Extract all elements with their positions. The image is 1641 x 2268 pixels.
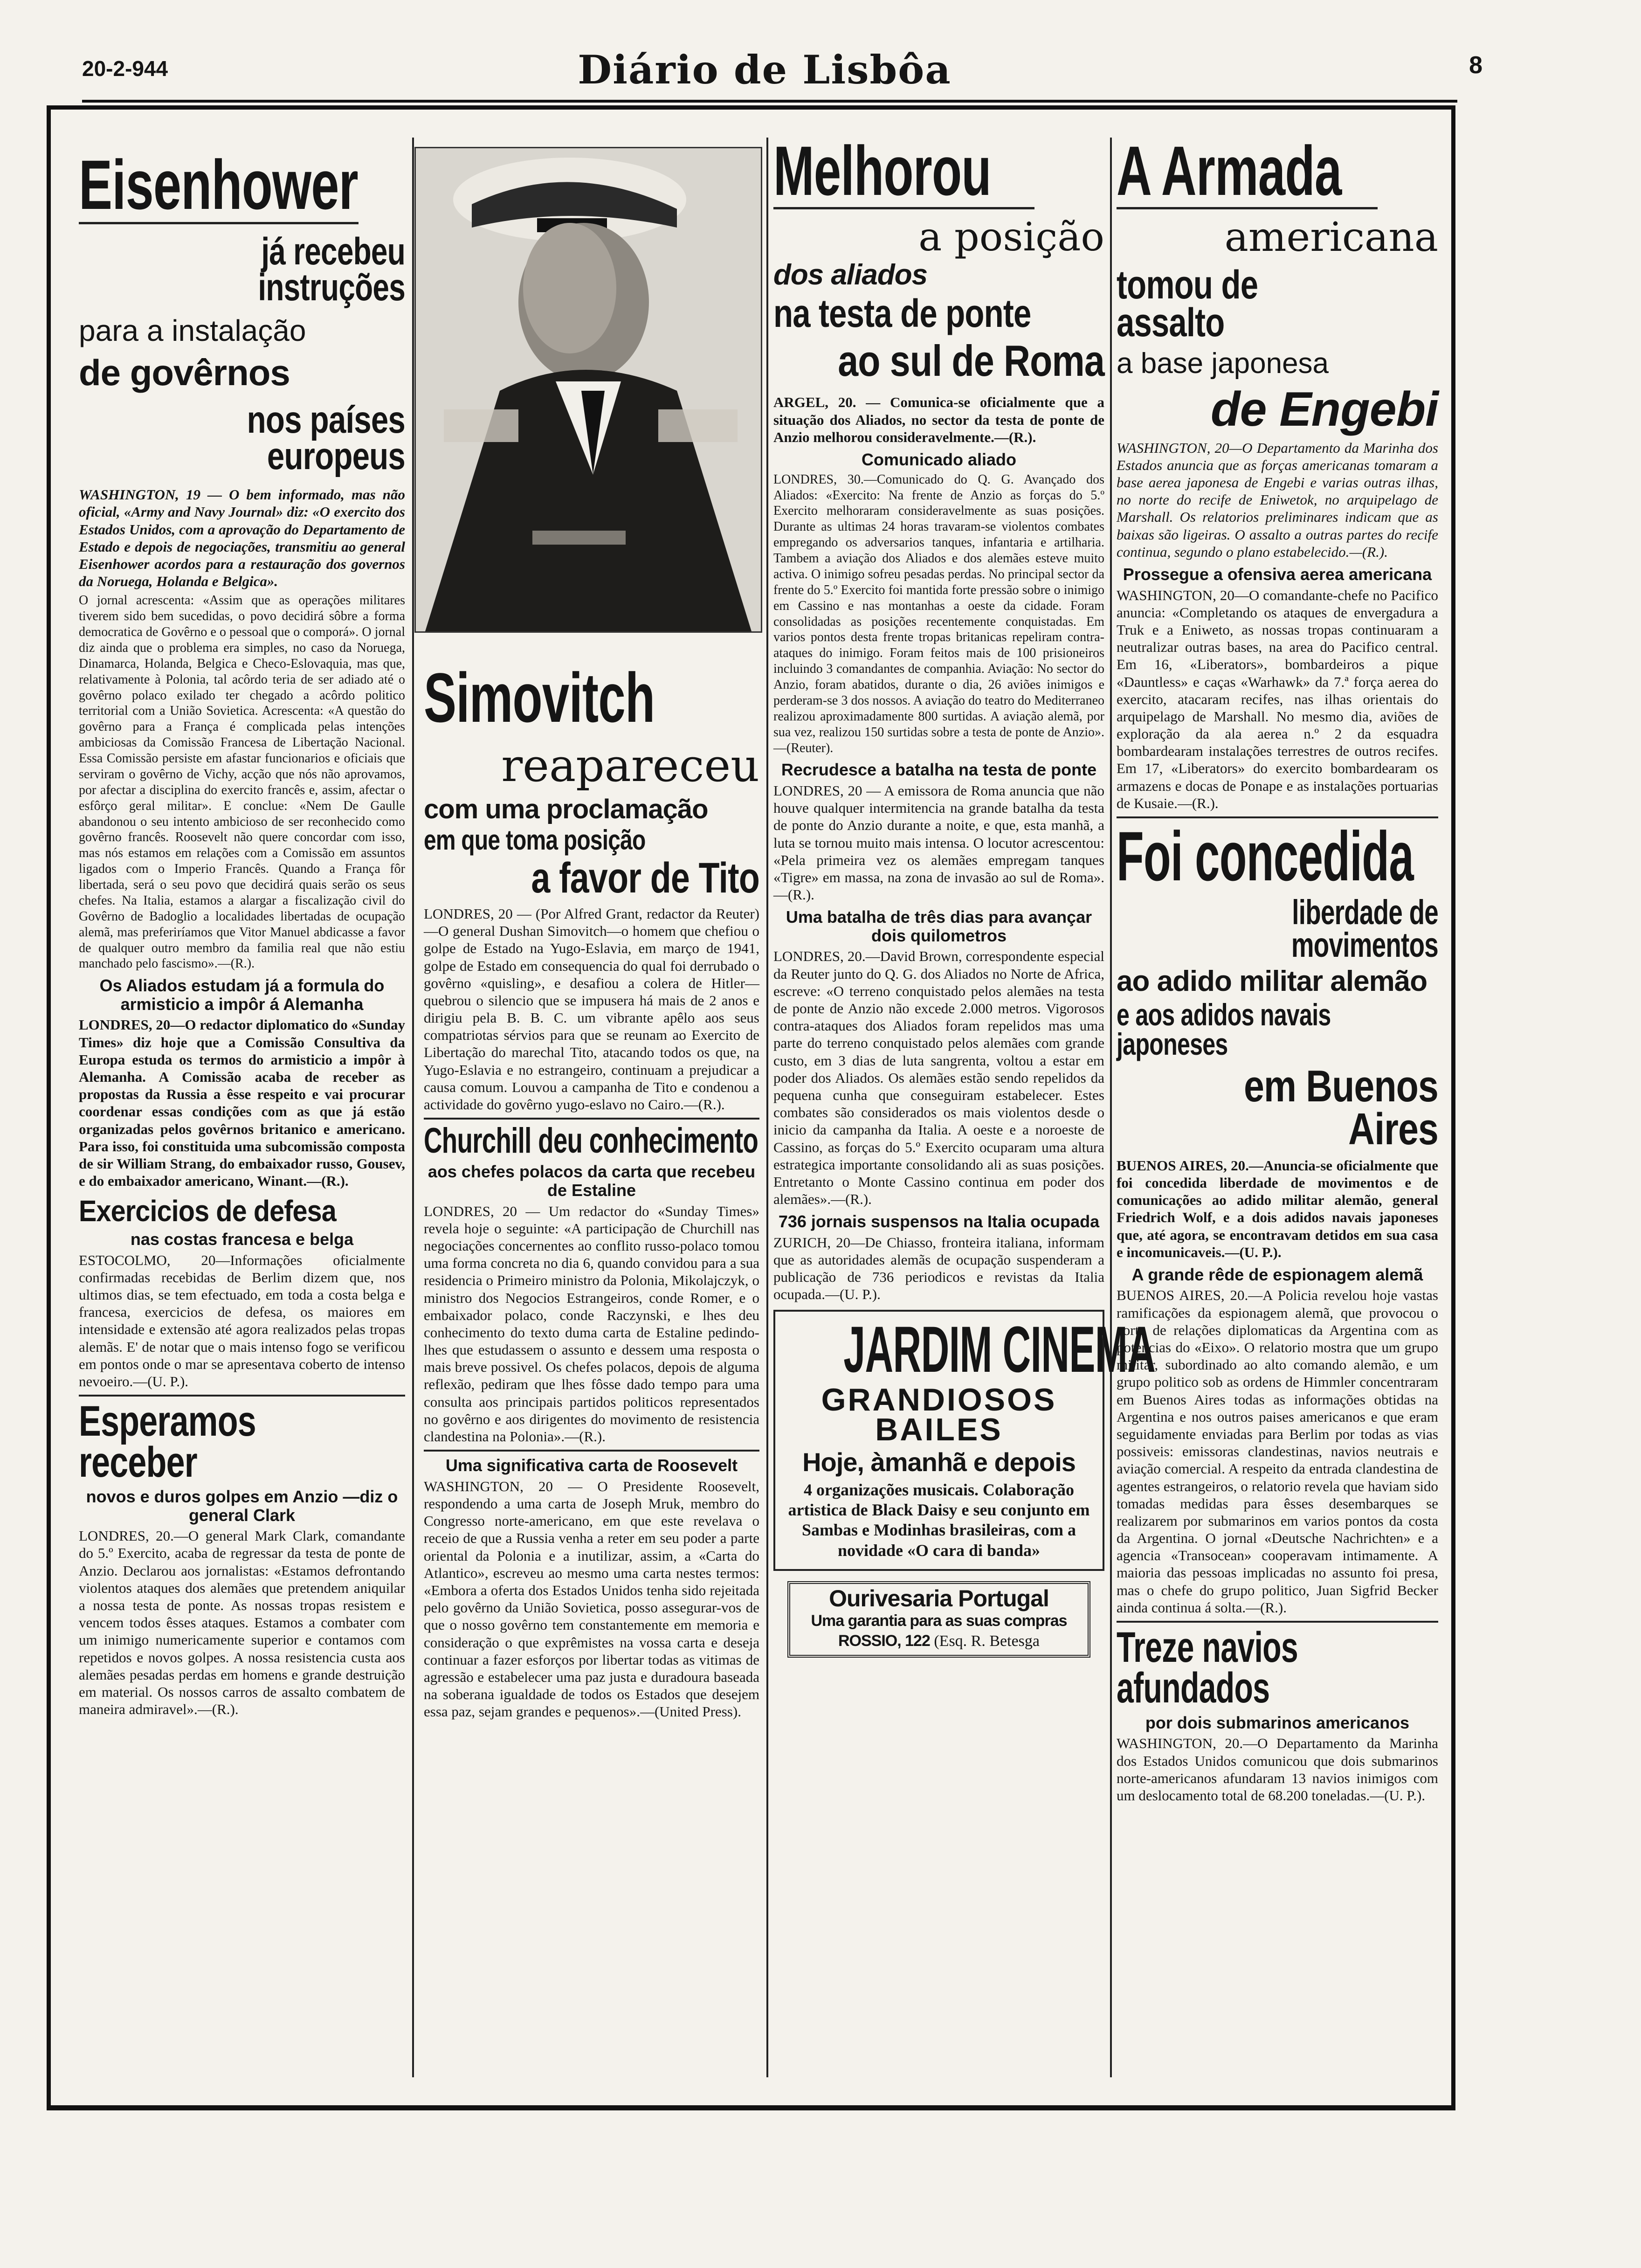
issue-date: 20-2-944 xyxy=(82,56,168,81)
headline-eisenhower: Eisenhower xyxy=(79,145,358,224)
headline-esperamos: Esperamos receber xyxy=(79,1397,256,1486)
column-simovitch xyxy=(424,658,759,1720)
article-body: WASHINGTON, 20—O comandante-chefe no Pacifico anuncia: «Completando os ataques de envergadura a Truk e a Eniweto, as nossas tropas continuaram a neutralizar outras bases, na area do Pacifico central. Em 16, «Liberators», bombardeiros a pique «Dauntless» e caças «Warhawk» da 7.ª força aerea do exercito, atacaram recifes, nas ilhas orientais do arquipelago de Marshall. No mesmo dia, aviões de exploração da ala aerea n.º 2 da esquadra bombardearam instalações terrestres de outros recifes. Em 17, «Liberators» do exercito bombardearam os armazens e docas de Ponape e as instalações portuarias de Kusaie.—(R.). xyxy=(1117,587,1438,811)
headline-line: nos países europeus xyxy=(247,399,405,478)
headline-line: com uma proclamação xyxy=(424,794,708,824)
headline-churchill: Churchill deu conhecimento xyxy=(424,1121,758,1161)
headline-line: liberdade de movimentos xyxy=(1291,892,1438,964)
headline-line: a favor de Tito xyxy=(531,854,759,902)
headline-treze-navios: Treze navios afundados xyxy=(1117,1624,1298,1712)
headline-line: já recebeu instruções xyxy=(258,230,405,309)
headline-line: para a instalação xyxy=(79,314,306,348)
advert-street: ROSSIO, 122 xyxy=(838,1632,930,1650)
column-armada xyxy=(1117,131,1438,1804)
headline-line: a posição xyxy=(918,214,1104,260)
article-body: LONDRES, 20.—David Brown, correspondente especial da Reuter junto do Q. G. dos Aliados no Norte de Africa, escreve: «O terreno conquistado pelos alemães na testa de ponte de Anzio não excede 2.000 metros. Vigorosos contra-ataques dos Aliados foram repelidos mas uma parte do terreno conquistado pelos alemães com grande custo, em 3 dias de luta sangrenta, voltou a estar em poder dos Aliados. Os alemães estão sendo repelidos da pequena cunha que conseguiram estabelecer. Estes combates são considerados os mais violentos desde o inicio da campanha da Italia. A oeste e a noroeste de Cassino, as forças do 5.º Exercito ocuparam uma altura estrategica importante consolidando ali as suas posições. Entretanto o Monte Cassino continua em poder dos alemães».—(R.). xyxy=(773,948,1104,1208)
article-body: ESTOCOLMO, 20—Informações oficialmente confirmadas recebidas de Berlim dizem que, nos ultimos dias, se tem efectuado, em toda a costa belga e francesa, exercicios de defesa, os maiores em intensidade e extensão até agora realizados pelas tropas alemãs. E' de notar que o mais intenso fogo se verificou em pontos onde o mar se apresentava coberto de intenso nevoeiro.—(U. P.). xyxy=(79,1252,405,1390)
article-body: BUENOS AIRES, 20.—Anuncia-se oficialmente que foi concedida liberdade de movimentos e de comunicações ao adido militar alemão, general Friedrich Wolf, e a dois adidos navais japoneses que, até agora, se encontravam detidos em sua casa e incomunicaveis.—(U. P.). xyxy=(1117,1157,1438,1260)
headline-line: em Buenos Aires xyxy=(1244,1061,1438,1154)
headline-line: em que toma posição xyxy=(424,824,646,856)
advert-line: Hoje, àmanhã e depois xyxy=(802,1447,1076,1477)
section-rule xyxy=(424,1118,759,1120)
advert-line: GRANDIOSOS BAILES xyxy=(821,1382,1057,1448)
headline-line: reapareceu xyxy=(501,739,759,792)
officer-portrait-image xyxy=(416,148,761,631)
article-body: O jornal acrescenta: «Assim que as operações militares tiverem sido bem sucedidas, o povo decidirá sôbre a forma democratica de Govêrno e o pessoal que o comporá». O jornal diz ainda que o problema era simples, no caso da Noruega, Dinamarca, Holanda, Belgica e Checo-Eslovaquia, mas que, relativamente à Polonia, tal acôrdo teria de ser adiado até o govêrno polaco exilado ter chegado a acôrdo politico territorial com a União Sovietica. Acrescenta: «A questão do govêrno para a França é complicada pelas intenções ambiciosas da Comissão Francesa de Libertação Nacional. Essa Comissão persiste em afastar funcionarios e oficiais que serviram o govêrno de Vichy, acção que nós não aprovamos, por afectar a disciplina do exercito francês e, assim, afectar o esfôrço geral militar». E conclue: «Nem De Gaulle abandonou o seu intento ambicioso de ser reconhecido como govêrno francês. Roosevelt não quere concordar com isso, mas nós estamos em relações com a Comissão em assuntos ligados com o Imperio Francês. Quando a França fôr libertada, será o seu povo que decidirá quais serão os seus chefes. Na Italia, estamos a alargar a fiscalização civil do Govêrno de Badoglio a localidades libertadas de ocupação alemã, mas preferiríamos que Vitor Manuel abdicasse a favor de qualquer outro membro da familia real que não estiu manchado pelo fascismo».—(R.). xyxy=(79,593,405,971)
advert-text: 4 organizações musicais. Colaboração artistica de Black Daisy e seu conjunto em Sambas e Modinhas brasileiras, com a novidade «O cara di banda» xyxy=(788,1480,1090,1560)
subheading: Uma significativa carta de Roosevelt xyxy=(445,1456,738,1475)
article-body: LONDRES, 20 — A emissora de Roma anuncia que não houve qualquer intermitencia na grande batalha da testa de ponte do Anzio durante a noite, e que, esta manhã, a luta se tornou muito mais intensa. O locutor acrescentou: «Pela primeira vez os alemães empregam tanques «Tigre» em massa, na zona de invasão ao sul de Roma».—(R.). xyxy=(773,782,1104,903)
newspaper-title: Diário de Lisbôa xyxy=(578,47,952,93)
article-body: LONDRES, 20—O redactor diplomatico do «Sunday Times» diz hoje que a Comissão Consultiva da Europa estuda os termos do armisticio a impôr à Alemanha. A Comissão acaba de receber as propostas da Russia a êsse respeito e vai procurar coordenar essas condições com as que já estão organizadas pelos govêrnos britanico e americano. Para isso, foi constituida uma subcomissão composta de sir William Strang, do embaixador russo, Gousev, e do embaixador americano, Winant.—(R.). xyxy=(79,1016,405,1189)
portrait-photo xyxy=(414,147,762,633)
headline-simovitch: Simovitch xyxy=(424,658,655,737)
column-eisenhower xyxy=(79,145,405,1718)
masthead xyxy=(65,47,1482,93)
subheading: Prossegue a ofensiva aerea americana xyxy=(1123,564,1432,584)
advert-address xyxy=(795,1632,1083,1650)
subheading: 736 jornais suspensos na Italia ocupada xyxy=(778,1212,1100,1231)
advert-line: Uma garantia para as suas compras xyxy=(811,1612,1067,1630)
headline-line: e aos adidos navais japoneses xyxy=(1117,997,1331,1061)
article-body: ZURICH, 20—De Chiasso, fronteira italiana, informam que as autoridades alemãs de ocupação suspenderam a publicação de 736 periodicos e revistas da Italia ocupada.—(U. P.). xyxy=(773,1234,1104,1303)
section-rule xyxy=(79,1395,405,1397)
advert-title: Ourivesaria Portugal xyxy=(829,1585,1049,1611)
column-rule xyxy=(1110,138,1112,2077)
article-body: LONDRES, 20.—O general Mark Clark, comandante do 5.º Exercito, acaba de regressar da testa de ponte de Anzio. Declarou aos jornalistas: «Estamos defrontando violentos ataques dos alemães que pretendem aniquilar a nossa testa de ponte. As nossas tropas resistem e vencem todos êsses ataques. Estamos a combater com um inimigo numericamente superior e contamos com repetidos e novos golpes. A nossa resistencia custa aos alemães pesadas perdas em homens e grande destruição em material. Os nossos carros de assalto combatem de maneira admiravel».—(R.). xyxy=(79,1528,405,1718)
lead-paragraph: WASHINGTON, 19 — O bem informado, mas não oficial, «Army and Navy Journal» diz: «O exercito dos Estados Unidos, com a aprovação do Departamento de Estado e depois de negociações, transmitiu ao general Eisenhower acordos para a restauração dos governos da Noruega, Holanda e Belgica». xyxy=(79,486,405,590)
article-body: LONDRES, 20 — (Por Alfred Grant, redactor da Reuter)—O general Dushan Simovitch—o homem que chefiou o golpe de Estado na Yugo-Eslavia, em março de 1941, golpe de Estado em consequencia do qual foi derrubado o govêrno «quisling», e desafiou a colera de Hitler—quebrou o silencio que se impusera há mais de 2 anos e dirigiu pela B. B. C. um vibrante apêlo aos seus compatriotas sérvios para que se reunam ao Exercito de Libertação do marechal Tito, atacando todos os que, na Yugo-Eslavia e no estrangeiro, continuam a prejudicar a causa comum. Louvou a campanha de Tito e condenou a actividade do govêrno yugo-eslavo no Cairo.—(R.). xyxy=(424,905,759,1113)
column-melhorou xyxy=(773,131,1156,1658)
page-frame xyxy=(47,105,1455,2110)
lead-paragraph: WASHINGTON, 20—O Departamento da Marinha dos Estados anuncia que as forças americanas tomaram a base aerea japonesa de Engebi e varias outras ilhas, no norte do recife de Eniwetok, no arquipelago de Marshall. Os relatorios preliminares indicam que as baixas são ligeiras. O assalto a outras partes do recife continua, segundo o plano estabelecido.—(R.). xyxy=(1117,439,1438,560)
subheading: Comunicado aliado xyxy=(861,450,1017,470)
headline-line: dos aliados xyxy=(773,258,928,291)
headline-armada: A Armada xyxy=(1117,131,1342,210)
article-body: WASHINGTON, 20.—O Departamento da Marinha dos Estados Unidos comunicou que dois submarinos norte-americanos afundaram 13 navios inimigos com um deslocamento total de 68.200 toneladas.—(U. P.). xyxy=(1117,1735,1438,1804)
subheading: aos chefes polacos da carta que recebeu de Estaline xyxy=(427,1162,756,1200)
subheading: Uma batalha de três dias para avançar dois quilometros xyxy=(786,907,1092,945)
masthead-rule xyxy=(82,100,1457,103)
headline-line: de govêrnos xyxy=(79,352,290,394)
advert-title: JARDIM CINEMA xyxy=(843,1312,1156,1386)
article-body: BUENOS AIRES, 20.—A Policia revelou hoje vastas ramificações da espionagem alemã, que provocou o corte de relações diplomaticas da Argentina com as potencias do «Eixo». O relatorio mostra que um grupo militar, subordinado ao alto comando alemão, e um grupo politico sob as ordens de Himmler concentraram em Buenos Aires todas as informações obtidas na Argentina e nos outros paises americanos e que eram seguidamente enviadas para Berlim por todas as vias possiveis: emissoras clandestinas, navios neutrais e aviação comercial. A respeito da entrada clandestina de agentes estrangeiros, o relatorio revela que haviam sido tomadas medidas para êsses desembarques se realizarem por submarinos em varios pontos da costa da Argentina. O jornal «Deutsche Nachrichten» e a agencia «Transocean» cooperavam intimamente. A maioria das pessoas implicadas no assunto foi presa, mas o chefe do grupo politico, Juan Sigfrid Becker ainda continua á solta.—(R.). xyxy=(1117,1287,1438,1616)
headline-exercicios: Exercicios de defesa xyxy=(79,1194,336,1228)
headline-line: tomou de assalto xyxy=(1117,262,1258,346)
article-body: WASHINGTON, 20 — O Presidente Roosevelt, respondendo a uma carta de Joseph Mruk, membro do Congresso norte-americano, em que este revelava o receio de que a Russia venha a reter em seu poder a parte oriental da Polonia e a inutilizar, assim, a «Carta do Atlantico», escreveu ao mesmo uma carta nestes termos: «Embora a oferta dos Estados Unidos tenha sido rejeitada pelo govêrno da União Sovietica, posso assegurar-vos de que o nosso govêrno tem constantemente em memoria e consideração o que exprêmistes na vossa carta e deseja continuar a fazer esforços por libertar todas as vitimas de agressão e estabelecer uma paz justa e duradoura baseada na soberana igualdade de todos os Estados que desejem essa paz, sejam grandes e pequenos».—(United Press). xyxy=(424,1478,759,1720)
headline-melhorou: Melhorou xyxy=(773,131,991,210)
article-body: LONDRES, 20 — Um redactor do «Sunday Times» revela hoje o seguinte: «A participação de Churchill nas negociações concernentes ao conflito russo-polaco tomou uma forma concreta no dia 6, quando convidou para a sua residencia o Primeiro ministro da Polonia, Mikolajczyk, o ministro dos Negocios Estrangeiros, conde Romer, e o embaixador polaco, conde Raczynski, e lhes deu conhecimento do texto duma carta de Estaline pedindo-lhes que estudassem o assunto e dessem uma resposta o mais breve possivel. Os chefes polacos, depois de alguma reflexão, pediram que lhes fôsse dado tempo para uma consulta aos principais partidos politicos representados no govêrno e aos dirigentes do movimento de resistencia clandestina na Polonia».—(R.). xyxy=(424,1203,759,1445)
subheading: por dois submarinos americanos xyxy=(1145,1713,1410,1732)
advert-jardim-cinema xyxy=(773,1310,1156,1571)
headline-line: a base japonesa xyxy=(1117,347,1329,380)
subheading: Recrudesce a batalha na testa de ponte xyxy=(781,760,1097,780)
subheading: A grande rêde de espionagem alemã xyxy=(1131,1265,1423,1284)
headline-foi-concedida: Foi concedida xyxy=(1117,817,1414,896)
section-rule xyxy=(424,1450,759,1452)
subheading: nas costas francesa e belga xyxy=(130,1230,354,1249)
section-rule xyxy=(1117,1621,1438,1623)
column-rule xyxy=(766,138,768,2077)
headline-line: americana xyxy=(1224,214,1438,261)
headline-line: ao sul de Roma xyxy=(838,336,1104,386)
subheading: Os Aliados estudam já a formula do armisticio a impôr á Alemanha xyxy=(99,976,385,1014)
lead-paragraph: ARGEL, 20. — Comunica-se oficialmente que a situação dos Aliados, no sector da testa de ponte de Anzio melhorou consideravelmente.—(R.). xyxy=(773,394,1104,445)
headline-line: na testa de ponte xyxy=(773,291,1031,336)
advert-note: (Esq. R. Betesga xyxy=(934,1632,1040,1650)
advert-ourivesaria xyxy=(787,1581,1090,1658)
article-body: LONDRES, 30.—Comunicado do Q. G. Avançado dos Aliados: «Exercito: Na frente de Anzio as forças do 5.º Exercito melhoraram consideravelmente as suas posições. Durante as ultimas 24 horas travaram-se violentos combates empregando os adversarios tanques, infantaria e artilharia. Tambem a aviação dos Aliados e dos alemães esteve muito activa. O inimigo sofreu pesadas perdas. No principal sector da frente do 5.º Exercito foi mantida forte pressão sobre o inimigo em Cassino e nas montanhas a oeste da cidade. Foram consolidadas as posições recentemente conquistadas. Em varios pontos desta frente tropas britanicas repeliram contra-ataques do inimigo. Foram feitos mais de 100 prisioneiros incluindo 3 comandantes de companhia. Aviação: No sector do Anzio, foram abatidos, durante o dia, 26 aviões inimigos e perderam-se 3 dos nossos. A aviação do teatro do Mediterraneo realizou aproximadamente 800 surtidas. A aviação alemã, por sua vez, realizou 150 surtidas sobre a testa de ponte de Anzio».—(Reuter). xyxy=(773,472,1104,755)
headline-line: ao adido militar alemão xyxy=(1117,965,1427,998)
subheading: novos e duros golpes em Anzio —diz o general Clark xyxy=(86,1487,398,1525)
headline-line: de Engebi xyxy=(1211,382,1438,436)
page-number: 8 xyxy=(1469,52,1482,79)
column-rule xyxy=(412,138,414,2077)
